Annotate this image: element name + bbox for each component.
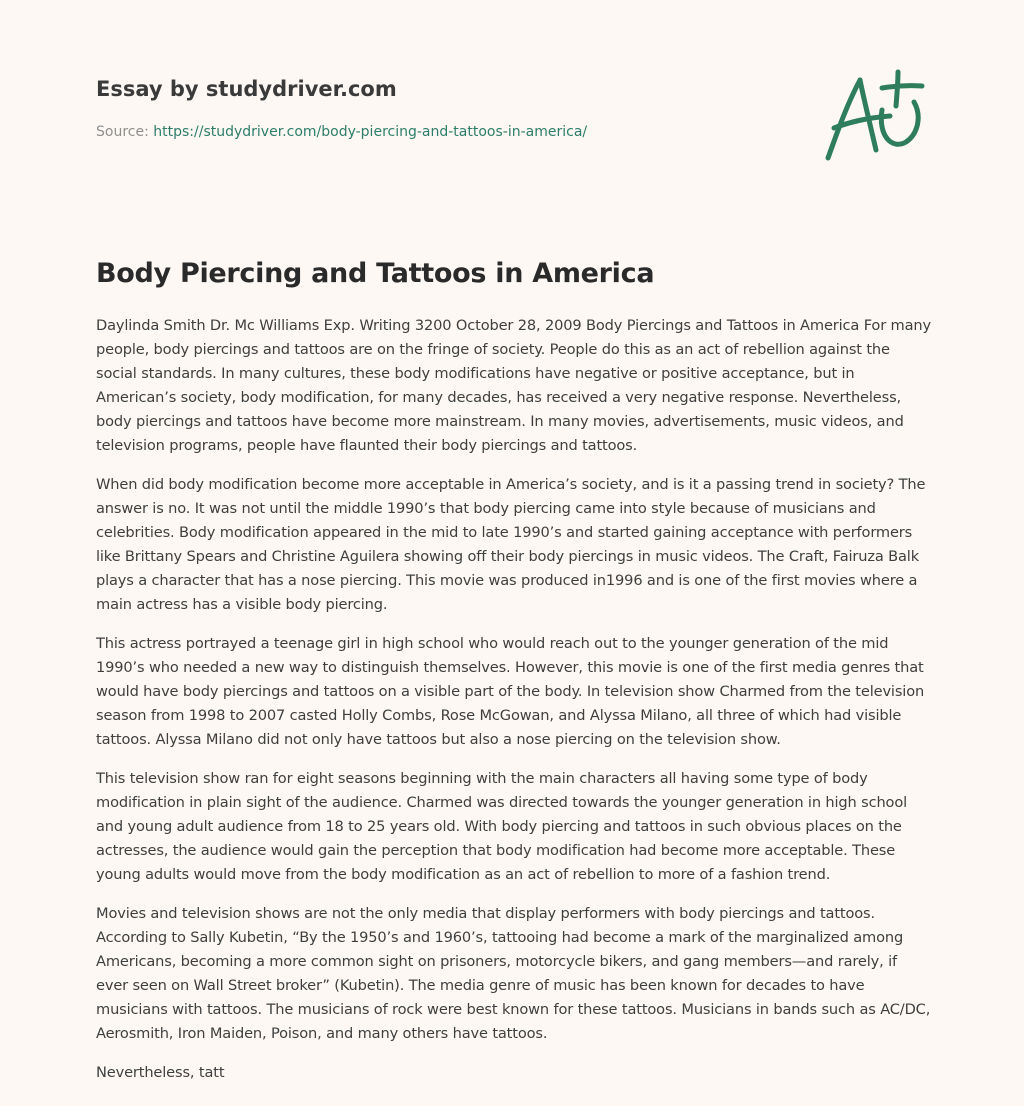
site-brand: Essay by studydriver.com (96, 77, 397, 101)
source-label: Source: (96, 124, 149, 140)
logo-stroke-a-right (860, 80, 876, 150)
essay-paragraph-truncated: Nevertheless, tatt (96, 1064, 225, 1081)
essay-title: Body Piercing and Tattoos in America (96, 258, 655, 289)
essay-body (96, 314, 932, 1100)
source-link[interactable]: https://studydriver.com/body-piercing-and-tattoos-in-america/ (153, 124, 588, 140)
essay-paragraph: This actress portrayed a teenage girl in high school who would reach out to the younger generation of the mid 1990’s who needed a new way to distinguish themselves. However, this movie is one of the first media genres that would have body piercings and tattoos on a visible part of the body. In television show Charmed from the television season from 1998 to 2007 casted Holly Combs, Rose McGowan, and Alyssa Milano, all three of which had visible tattoos. Alyssa Milano did not only have tattoos but also a nose piercing on the television show. (96, 635, 925, 748)
a-plus-grade-icon (820, 66, 930, 166)
essay-header (96, 74, 796, 142)
logo-stroke-plus-vertical (896, 72, 898, 106)
source-line (96, 122, 796, 142)
essay-paragraph: When did body modification become more acceptable in America’s society, and is it a passing trend in society? The answer is no. It was not until the middle 1990’s that body piercing came into style because of musicians and celebrities. Body modification appeared in the mid to late 1990’s and started gaining acceptance with performers like Brittany Spears and Christine Aguilera showing off their body piercings in music videos. The Craft, Fairuza Balk plays a character that has a nose piercing. This movie was produced in1996 and is one of the first movies where a main actress has a visible body piercing. (96, 476, 926, 613)
essay-paragraph: Movies and television shows are not the only media that display performers with body piercings and tattoos. According to Sally Kubetin, “By the 1950’s and 1960’s, tattooing had become a mark of the marginalized among Americans, becoming a more common sight on prisoners, motorcycle bikers, and gang members—and rarely, if ever seen on Wall Street broker” (Kubetin). The media genre of music has been known for decades to have musicians with tattoos. The musicians of rock were best known for these tattoos. Musicians in bands such as AC/DC, Aerosmith, Iron Maiden, Poison, and many others have tattoos. (96, 905, 931, 1042)
essay-paragraph: Daylinda Smith Dr. Mc Williams Exp. Writing 3200 October 28, 2009 Body Piercings and Tattoos in America For many people, body piercings and tattoos are on the fringe of society. People do this as an act of rebellion against the social standards. In many cultures, these body modifications have negative or positive acceptance, but in American’s society, body modification, for many decades, has received a very negative response. Nevertheless, body piercings and tattoos have become more mainstream. In many movies, advertisements, music videos, and television programs, people have flaunted their body piercings and tattoos. (96, 317, 931, 454)
logo-stroke-plus-horizontal (882, 86, 922, 88)
essay-paragraph: This television show ran for eight seasons beginning with the main characters all having some type of body modification in plain sight of the audience. Charmed was directed towards the younger generation in high school and young adult audience from 18 to 25 years old. With body piercing and tattoos in such obvious places on the actresses, the audience would gain the perception that body modification had become more acceptable. These young adults would move from the body modification as an act of rebellion to more of a fashion trend. (96, 770, 908, 883)
logo-stroke-loop (881, 102, 918, 144)
